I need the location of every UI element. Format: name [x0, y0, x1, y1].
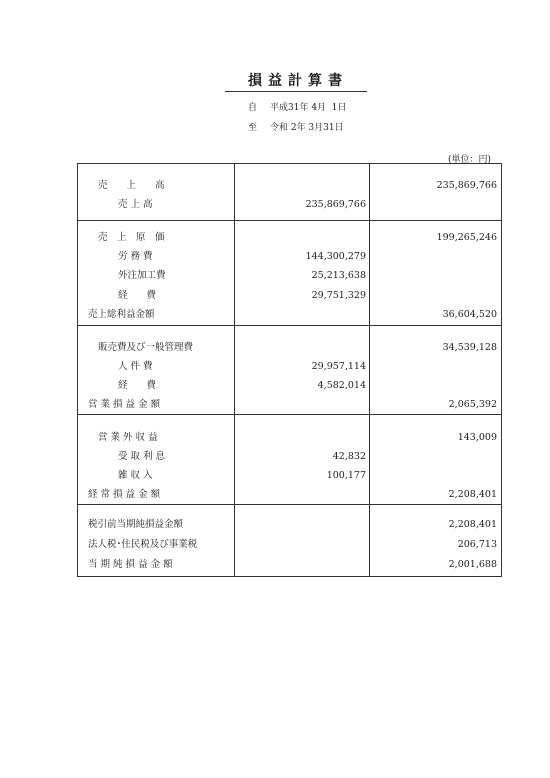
row-amount-total: 2,208,401	[448, 519, 497, 530]
row-label: 当 期 純 損 益 金 額	[88, 559, 173, 570]
row-label: 外注加工費	[118, 270, 166, 281]
row-amount-total: 199,265,246	[436, 232, 497, 243]
period-from	[248, 100, 347, 113]
row-label: 経 費	[118, 290, 157, 301]
section-divider	[78, 504, 501, 505]
title-underline	[225, 91, 367, 92]
unit-label: (単位：円)	[448, 155, 492, 165]
row-amount-detail: 144,300,279	[305, 251, 366, 262]
row-amount-total: 36,604,520	[442, 309, 497, 320]
section-divider	[78, 325, 501, 326]
row-label: 営 業 外 収 益	[98, 432, 158, 443]
row-amount-detail: 235,869,766	[305, 199, 366, 210]
row-label: 売 上 原 価	[98, 232, 165, 243]
row-label: 経 費	[118, 380, 157, 391]
row-amount-detail: 25,213,638	[311, 270, 366, 281]
document-title: 損益計算書	[248, 73, 348, 89]
row-amount-total: 2,065,392	[448, 399, 497, 410]
row-amount-total: 206,713	[457, 539, 497, 550]
row-amount-detail: 4,582,014	[317, 380, 366, 391]
row-label: 労 務 費	[118, 251, 153, 262]
row-amount-total: 143,009	[457, 432, 497, 443]
period-to-label: 至	[248, 123, 258, 133]
row-label: 販売費及び一般管理費	[98, 342, 194, 353]
row-label: 売 上 高	[118, 199, 153, 210]
period-to	[248, 120, 344, 133]
row-label: 営 業 損 益 金 額	[88, 399, 161, 410]
row-amount-total: 2,208,401	[448, 489, 497, 500]
row-label: 売上総利益金額	[88, 309, 155, 320]
row-amount-detail: 29,957,114	[311, 361, 366, 372]
column-divider	[234, 164, 235, 576]
period-to-date: 令和 2年 3月31日	[270, 123, 344, 133]
row-label: 雑 収 入	[118, 470, 153, 481]
row-label: 受 取 利 息	[118, 451, 166, 462]
row-amount-total: 235,869,766	[436, 180, 497, 191]
row-label: 人 件 費	[118, 361, 153, 372]
row-label: 売 上 高	[98, 180, 165, 191]
column-divider	[369, 164, 370, 576]
row-label: 税引前当期純損益金額	[88, 519, 184, 530]
row-amount-total: 34,539,128	[442, 342, 497, 353]
section-divider	[78, 414, 501, 415]
row-amount-detail: 29,751,329	[311, 290, 366, 301]
row-label: 法人税･住民税及び事業税	[88, 539, 198, 550]
section-divider	[78, 220, 501, 221]
period-from-label: 自	[248, 103, 258, 113]
period-from-date: 平成31年 4月 1日	[270, 103, 347, 113]
income-statement-table	[77, 163, 502, 577]
row-amount-total: 2,001,688	[448, 559, 497, 570]
row-label: 経 常 損 益 金 額	[88, 489, 161, 500]
row-amount-detail: 100,177	[326, 470, 366, 481]
row-amount-detail: 42,832	[332, 451, 366, 462]
